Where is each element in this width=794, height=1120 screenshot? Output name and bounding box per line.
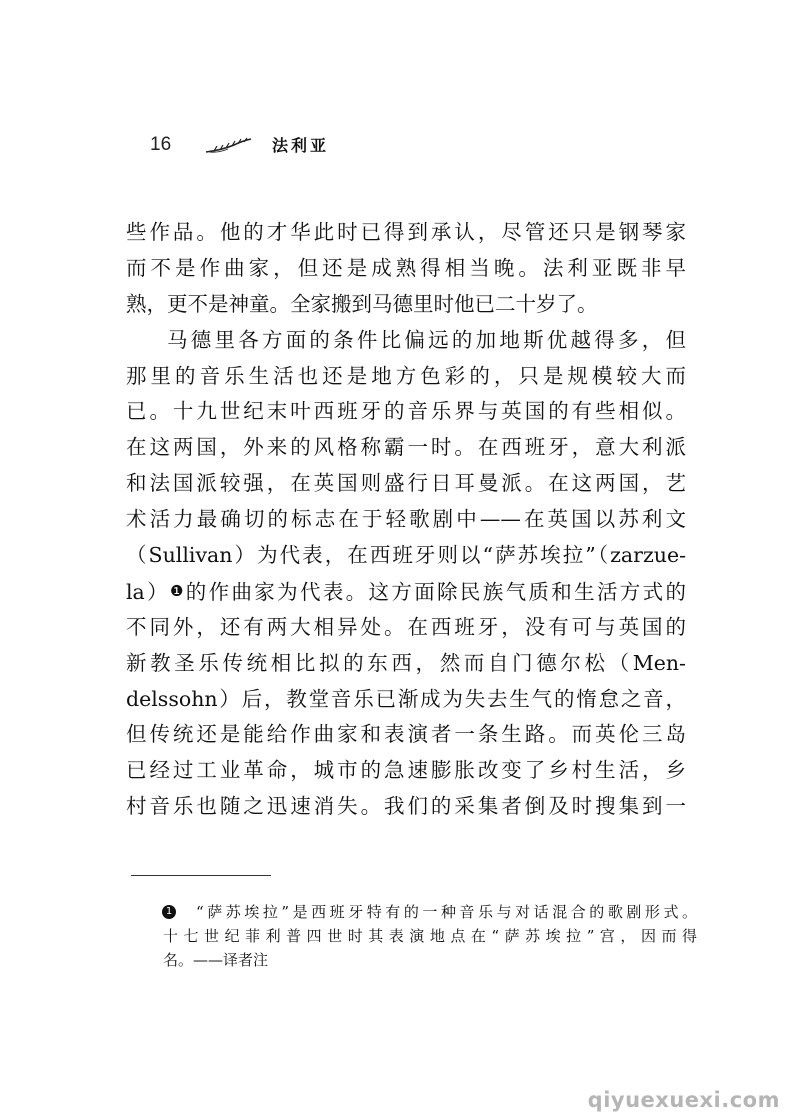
page-number: 16 [150,134,172,155]
running-title: 法利亚 [272,136,330,155]
feather-ornament-icon [204,137,254,155]
text-line: 但传统还是能给作曲家和表演者一条生路。而英伦三岛 [126,722,686,747]
text-line: delssohn）后，教堂音乐已渐成为失去生气的惰怠之音， [126,686,686,711]
text-line [126,574,686,610]
text-line: 熟，更不是神童。全家搬到马德里时他已二十岁了。 [126,291,598,316]
footnote-line: “萨苏埃拉”是西班牙特有的一种音乐与对话混合的歌剧形式。 [196,903,697,921]
text-line: （Sullivan）为代表，在西班牙则以“萨苏埃拉”（zarzue- [126,543,686,568]
watermark: qiyuexuexi.com [587,1088,780,1112]
text-line: 在这两国，外来的风格称霸一时。在西班牙，意大利派 [126,435,686,460]
text-line: 和法国派较强，在英国则盛行日耳曼派。在这两国，艺 [126,471,686,496]
footnote-divider [131,875,271,876]
text-line: 已经过工业革命，城市的急速膨胀改变了乡村生活，乡 [126,758,686,783]
line-prefix: la） [126,579,170,604]
footnote [163,900,697,972]
text-line: 术活力最确切的标志在于轻歌剧中——在英国以苏利文 [126,507,686,532]
text-line: 那里的音乐生活也还是地方色彩的，只是规模较大而 [126,363,686,388]
text-line: 已。十九世纪末叶西班牙的音乐界与英国的有些相似。 [126,399,686,424]
body-text [126,215,686,825]
line-rest: 的作曲家为代表。这方面除民族气质和生活方式的 [185,579,686,604]
text-line: 马德里各方面的条件比偏远的加地斯优越得多，但 [167,327,686,352]
text-line: 新教圣乐传统相比拟的东西，然而自门德尔松（Men- [126,650,686,675]
text-line: 村音乐也随之迅速消失。我们的采集者倒及时搜集到一 [126,794,686,819]
footnote-line: 十七世纪菲利普四世时其表演地点在“萨苏埃拉”宫，因而得 [163,927,697,945]
footnote-line: 名。——译者注 [163,951,269,969]
footnote-marker[interactable]: ❶ [169,581,186,600]
footnote-number: 1 [162,905,176,919]
text-line: 而不是作曲家，但还是成熟得相当晚。法利亚既非早 [126,255,686,280]
text-line: 不同外，还有两大相异处。在西班牙，没有可与英国的 [126,614,686,639]
text-line: 些作品。他的才华此时已得到承认，尽管还只是钢琴家 [126,220,686,244]
